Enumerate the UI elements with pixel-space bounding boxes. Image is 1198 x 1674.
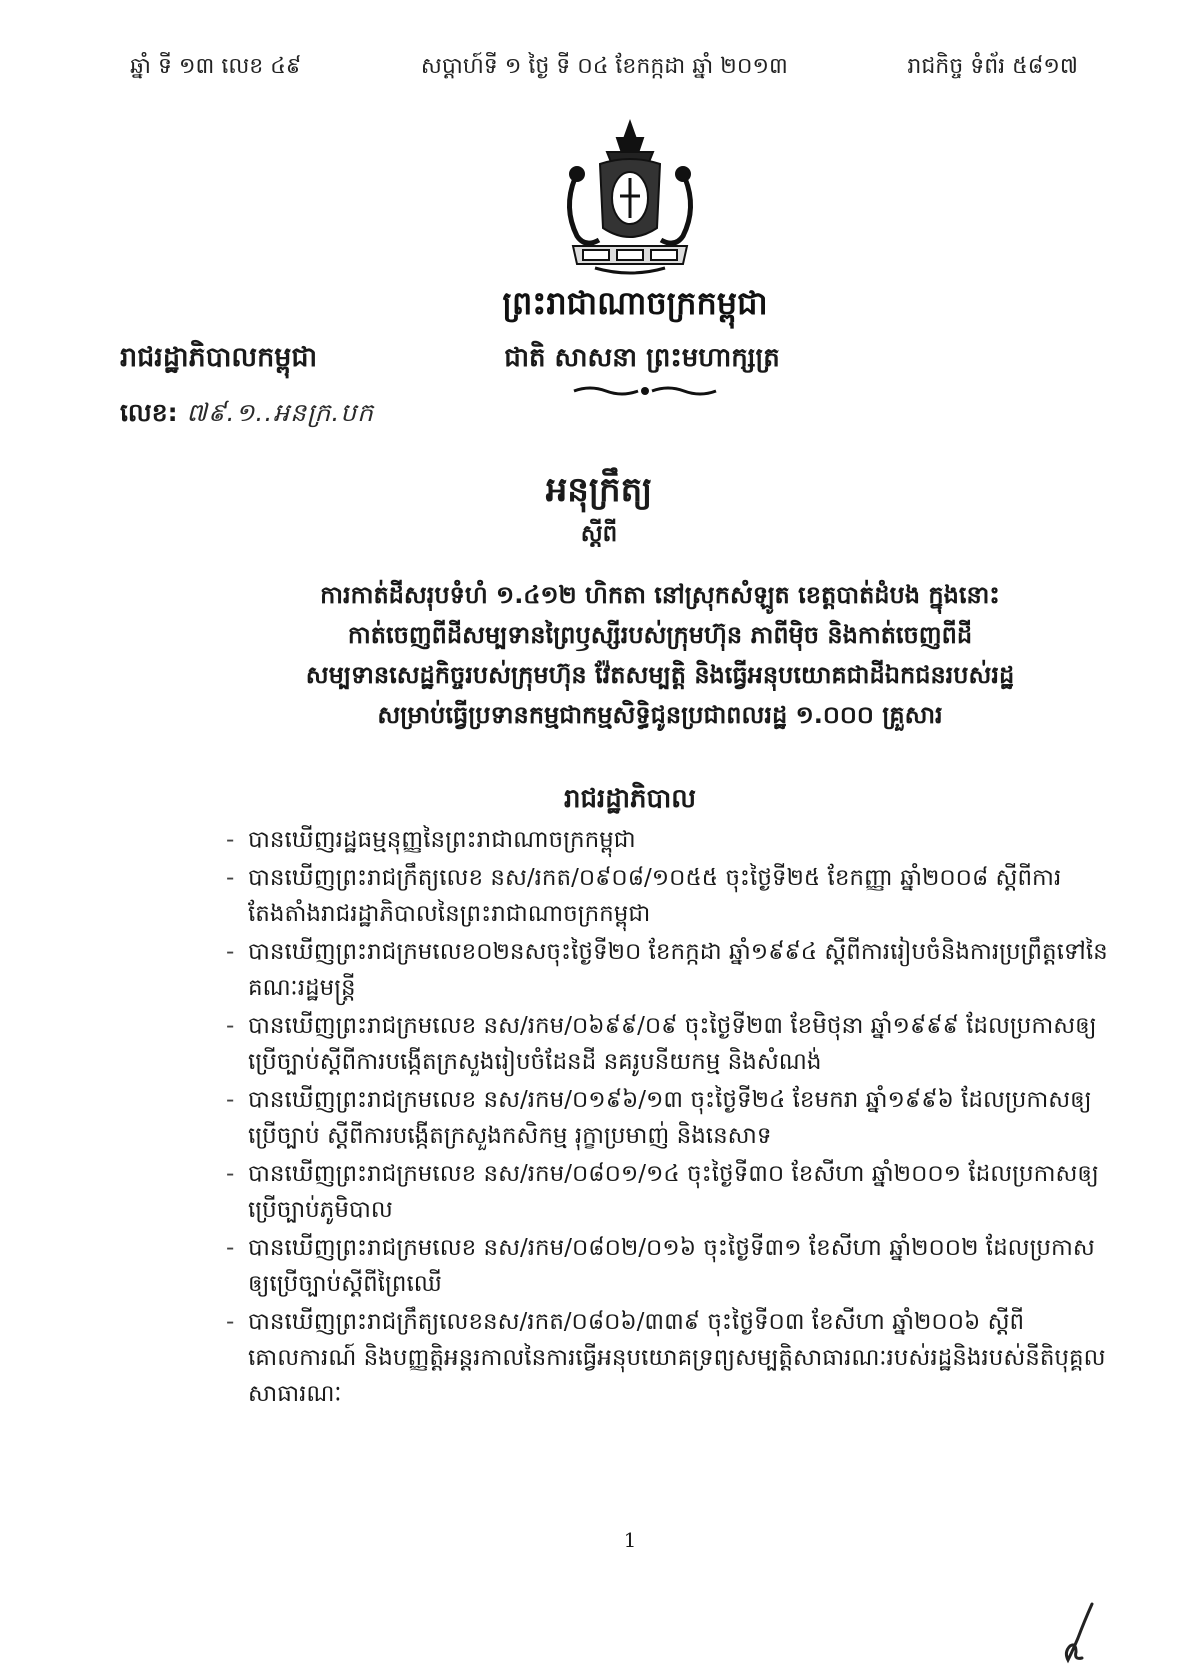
document-type: អនុក្រឹត្យ <box>545 470 653 510</box>
title-line: ការកាត់ដីសរុបទំហំ ១.៤១២ ហិកតា នៅស្រុកសំឡូត ខេត្តបាត់ដំបង ក្នុងនោះ <box>320 581 1000 609</box>
subdecree-title <box>220 575 1100 735</box>
reference-label: លេខ: <box>120 398 178 427</box>
reference-value: ៧៩.១..អនក្រ.បក <box>186 398 375 427</box>
title-line: កាត់ចេញពីដីសម្បទានព្រៃឫស្សីរបស់ក្រុមហ៊ុន ភាពីម៉ិច និងកាត់ចេញពីដី <box>347 621 973 649</box>
royal-emblem-icon <box>555 118 705 278</box>
page-number: 1 <box>623 1528 637 1552</box>
divider-ornament-icon <box>570 385 720 397</box>
reference-item: - បានឃើញរដ្ឋធម្មនុញ្ញនៃព្រះរាជាណាចក្រកម្ពុជា <box>228 822 1108 858</box>
reference-item: - បានឃើញព្រះរាជក្រមលេខ នស/រកម/០៨០២/០១៦ ចុះថ្ងៃទី៣១ ខែសីហា ឆ្នាំ២០០២ ដែលប្រកាសឲ្យប្រើច្បាប់ស្តីពីព្រៃឈើ <box>228 1230 1108 1302</box>
header-page-ref: រាជកិច្ច ទំព័រ ៥៨១៧ <box>907 54 1078 79</box>
reference-item: - បានឃើញព្រះរាជក្រមលេខ នស/រកម/០៦៩៩/០៩ ចុះថ្ងៃទី២៣ ខែមិថុនា ឆ្នាំ១៩៩៩ ដែលប្រកាសឲ្យប្រើច្បាប់ស្តីពីការបង្កើតក្រសួងរៀបចំដែនដី នគរូបនីយកម្ម និងសំណង់ <box>228 1008 1108 1080</box>
regarding-label: ស្តីពី <box>580 521 618 547</box>
reference-item: - បានឃើញព្រះរាជក្រឹត្យលេខ នស/រកត/០៩០៨/១០៥៥ ចុះថ្ងៃទី២៥ ខែកញ្ញា ឆ្នាំ២០០៨ ស្តីពីការតែងតាំងរាជរដ្ឋាភិបាលនៃព្រះរាជាណាចក្រកម្ពុជា <box>228 860 1108 932</box>
legal-references <box>228 822 1108 1414</box>
title-line: សម្បទានសេដ្ឋកិច្ចរបស់ក្រុមហ៊ុន វ៉ែតសម្បត្តិ និងធ្វើអនុបយោគជាដីឯកជនរបស់រដ្ឋ <box>305 661 1015 689</box>
reference-number <box>120 398 374 434</box>
reference-item: - បានឃើញព្រះរាជក្រមលេខ នស/រកម/០៨០១/១៤ ចុះថ្ងៃទី៣០ ខែសីហា ឆ្នាំ២០០១ ដែលប្រកាសឲ្យប្រើច្បាប់ភូមិបាល <box>228 1156 1108 1228</box>
gazette-header <box>130 52 1078 84</box>
header-year-issue: ឆ្នាំ ទី ១៣ លេខ ៤៩ <box>130 54 302 79</box>
handwritten-initial-icon <box>1058 1602 1098 1664</box>
authority-heading: រាជរដ្ឋាភិបាល <box>563 784 697 814</box>
title-line: សម្រាប់ធ្វើប្រទានកម្មជាកម្មសិទ្ធិជូនប្រជាពលរដ្ឋ ១.០០០ គ្រួសារ <box>377 701 943 729</box>
reference-item: - បានឃើញព្រះរាជក្រឹត្យលេខនស/រកត/០៨០៦/៣៣៩ ចុះថ្ងៃទី០៣ ខែសីហា ឆ្នាំ២០០៦ ស្តីពីគោលការណ៍ និងបញ្ញត្តិអន្តរកាលនៃការធ្វើអនុបយោគទ្រព្យសម្បត្តិសាធារណៈរបស់រដ្ឋនិងរបស់នីតិបុគ្គលសាធារណៈ <box>228 1304 1108 1412</box>
national-motto: ជាតិ សាសនា ព្រះមហាក្សត្រ <box>504 343 780 373</box>
issuer-title: រាជរដ្ឋាភិបាលកម្ពុជា <box>120 342 318 373</box>
reference-item: - បានឃើញព្រះរាជក្រមលេខ នស/រកម/០១៩៦/១៣ ចុះថ្ងៃទី២៤ ខែមករា ឆ្នាំ១៩៩៦ ដែលប្រកាសឲ្យប្រើច្បាប់ ស្តីពីការបង្កើតក្រសួងកសិកម្ម រុក្ខាប្រមាញ់ និងនេសាទ <box>228 1082 1108 1154</box>
reference-item: - បានឃើញព្រះរាជក្រមលេខ០២នសចុះថ្ងៃទី២០ ខែកក្កដា ឆ្នាំ១៩៩៤ ស្តីពីការរៀបចំនិងការប្រព្រឹត្តទៅនៃគណៈរដ្ឋមន្ត្រី <box>228 934 1108 1006</box>
header-date: សប្តាហ៍ទី ១ ថ្ងៃ ទី ០៤ ខែកក្កដា ឆ្នាំ ២០១៣ <box>420 54 788 79</box>
kingdom-title: ព្រះរាជាណាចក្រកម្ពុជា <box>502 284 768 322</box>
